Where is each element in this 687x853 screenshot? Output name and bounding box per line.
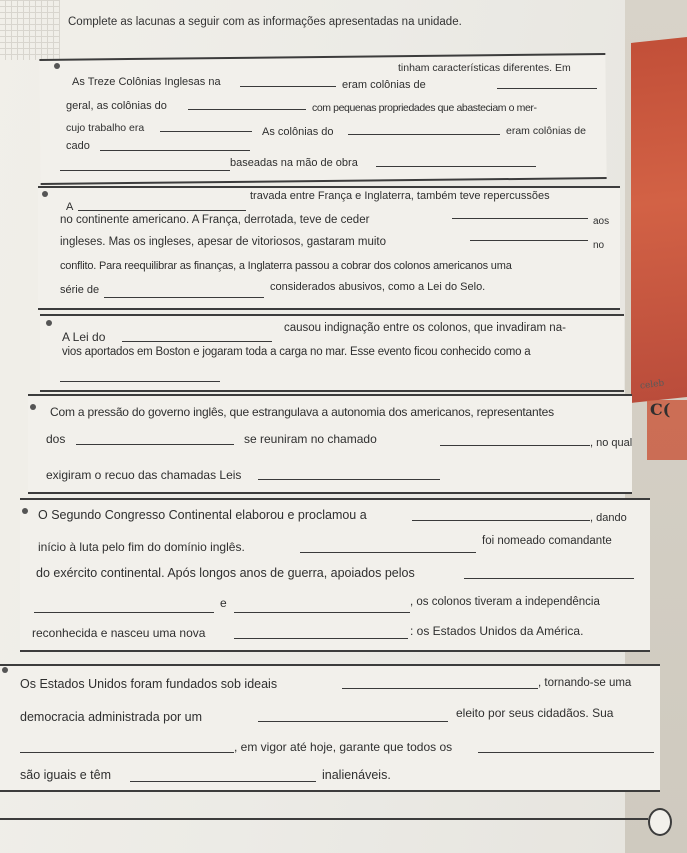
b1-line3b: com pequenas propriedades que abasteciam o mer-: [312, 102, 537, 114]
blank-b5-6[interactable]: [234, 638, 408, 639]
b5-line5b: : os Estados Unidos da América.: [410, 624, 584, 638]
b2-line2a: no continente americano. A França, derrotada, teve de ceder: [60, 214, 370, 226]
b5-line3: do exército continental. Após longos anos de guerra, apoiados pelos: [36, 566, 415, 580]
b5-line1a: O Segundo Congresso Continental elaborou e proclamou a: [38, 508, 367, 522]
blank-b2-4[interactable]: [104, 297, 264, 298]
b1-line2a: As Treze Colônias Inglesas na: [72, 76, 221, 88]
blank-b1-8[interactable]: [376, 166, 536, 167]
b5-line2b: foi nomeado comandante: [482, 535, 612, 547]
blank-b5-2[interactable]: [300, 552, 476, 553]
b4-line2a: dos: [46, 432, 66, 446]
b5-line4a: e: [220, 596, 227, 610]
blank-b1-4[interactable]: [160, 131, 252, 132]
b5-line4b: , os colonos tiveram a independência: [410, 596, 600, 608]
corner-grid-pattern: [0, 0, 60, 60]
blank-b2-1[interactable]: [78, 210, 246, 211]
blank-b5-4[interactable]: [34, 612, 214, 613]
b4-line2c: , no qual: [590, 437, 633, 449]
b1-line4a: cujo trabalho era: [66, 122, 145, 134]
b3-line2: vios aportados em Boston e jogaram toda a carga no mar. Esse evento ficou conhecido como a: [62, 346, 531, 358]
blank-b6-3[interactable]: [20, 752, 234, 753]
blank-b5-3[interactable]: [464, 578, 634, 579]
block-6-bullet: [2, 667, 8, 673]
b1-line3a: geral, as colônias do: [66, 100, 167, 112]
blank-b3-1[interactable]: [122, 341, 272, 342]
b6-line3: , em vigor até hoje, garante que todos os: [234, 740, 453, 754]
b2-line3b: no: [593, 240, 605, 251]
block-1-bullet: [54, 63, 60, 69]
blank-b5-5[interactable]: [234, 612, 410, 613]
b6-line2b: eleito por seus cidadãos. Sua: [456, 706, 614, 720]
blank-b1-2[interactable]: [497, 88, 597, 89]
b2-line5b: considerados abusivos, como a Lei do Selo.: [270, 281, 486, 293]
b4-line2b: se reuniram no chamado: [244, 432, 377, 446]
blank-b2-3[interactable]: [470, 240, 588, 241]
b2-line3a: ingleses. Mas os ingleses, apesar de vitoriosos, gastaram muito: [60, 236, 386, 248]
blank-b4-1[interactable]: [76, 444, 234, 445]
b6-line1b: , tornando-se uma: [538, 677, 632, 689]
blank-b1-5[interactable]: [348, 134, 500, 135]
b1-line5b: baseadas na mão de obra: [230, 157, 358, 169]
blank-b3-2[interactable]: [60, 381, 220, 382]
blank-b6-1[interactable]: [342, 688, 538, 689]
b1-line2b: eram colônias de: [342, 79, 426, 91]
background-red-book: [631, 37, 687, 403]
b2-line2b: aos: [593, 216, 610, 227]
blank-b4-2[interactable]: [440, 445, 590, 446]
blank-b6-4[interactable]: [478, 752, 654, 753]
margin-note-2: C(: [650, 400, 671, 419]
block-2-bullet: [42, 191, 48, 197]
blank-b2-2[interactable]: [452, 218, 588, 219]
b5-line1b: , dando: [590, 512, 627, 524]
instruction-text: Complete as lacunas a seguir com as informações apresentadas na unidade.: [68, 16, 462, 28]
blank-b6-5[interactable]: [130, 781, 316, 782]
b2-line1a: A: [66, 201, 74, 213]
b1-line1: tinham características diferentes. Em: [398, 62, 571, 74]
b5-line5a: reconhecida e nasceu uma nova: [32, 626, 206, 640]
blank-b1-1[interactable]: [240, 86, 336, 87]
b6-line4b: inalienáveis.: [322, 768, 391, 782]
b3-line1b: causou indignação entre os colonos, que invadiram na-: [284, 322, 566, 334]
blank-b6-2[interactable]: [258, 721, 448, 722]
b6-line4a: são iguais e têm: [20, 768, 112, 782]
blank-b5-1[interactable]: [412, 520, 590, 521]
b2-line4: conflito. Para reequilibrar as finanças, a Inglaterra passou a cobrar dos colonos americanos uma: [60, 260, 512, 272]
b1-line5a: cado: [66, 140, 90, 152]
blank-b1-3[interactable]: [188, 109, 306, 110]
b6-line2a: democracia administrada por um: [20, 710, 203, 724]
b2-line1b: travada entre França e Inglaterra, também teve repercussões: [250, 190, 550, 202]
b1-line4b: As colônias do: [262, 126, 334, 138]
block-5-bullet: [22, 508, 28, 514]
b2-line5a: série de: [60, 284, 100, 296]
b4-line3: exigiram o recuo das chamadas Leis: [46, 468, 242, 482]
page-bottom-rule: [0, 818, 648, 820]
block-4-bullet: [30, 404, 36, 410]
page-corner-bubble: [648, 808, 672, 836]
blank-b1-6[interactable]: [100, 150, 250, 151]
b6-line1a: Os Estados Unidos foram fundados sob ideais: [20, 677, 278, 691]
b3-line1a: A Lei do: [62, 330, 106, 344]
b5-line2a: início à luta pelo fim do domínio inglês.: [38, 540, 245, 554]
b1-line4c: eram colônias de: [506, 125, 586, 137]
block-3-bullet: [46, 320, 52, 326]
b4-line1: Com a pressão do governo inglês, que estrangulava a autonomia dos americanos, representantes: [50, 405, 554, 419]
blank-b1-7[interactable]: [60, 170, 230, 171]
margin-note-1: celeb: [639, 378, 665, 392]
blank-b4-3[interactable]: [258, 479, 440, 480]
